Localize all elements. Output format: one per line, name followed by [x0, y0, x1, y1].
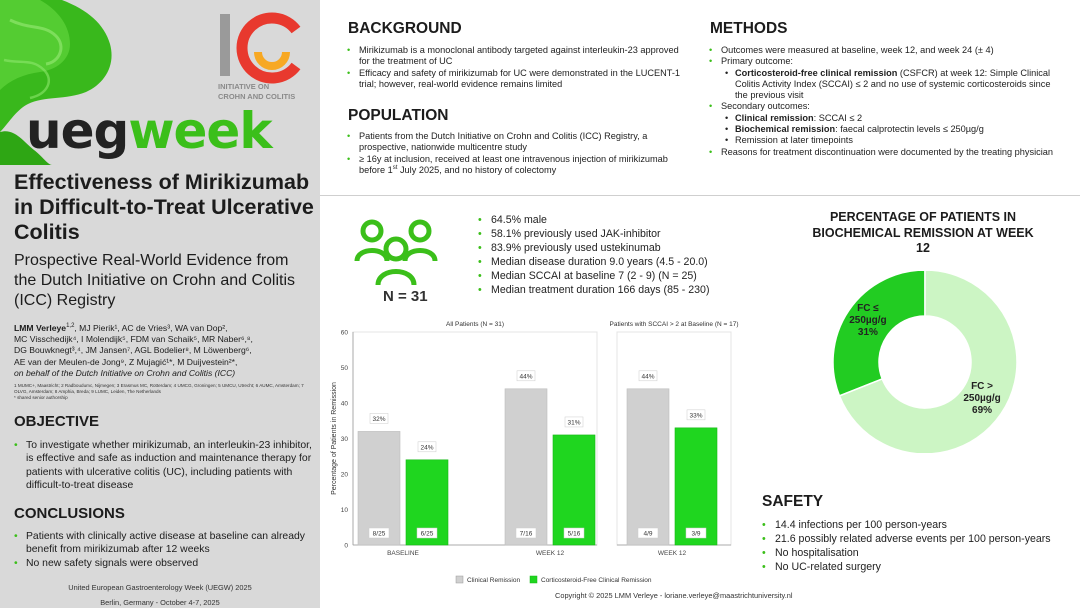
legend-swatch-csfcr: [530, 576, 537, 583]
author-list: LMM Verleye$^{1,2}$, MJ Pierik¹, AC de Vries³, WA van Dop², MC Visschedijk⁴, I Molendijk⁵, FDM van Schaik⁵, MR Naber⁶,⁸, DG Bouwknegt³,⁴, JM Jansen⁷, AGL Bodelier⁸, M Löwenberg⁶, AE van der Meulen-de Jong⁹, Z Mujagić¹*, M Duijvestein²*, on behalf of the Dutch Initiative on Crohn and Colitis (ICC): [14, 323, 253, 378]
safety-list: [762, 519, 1051, 575]
donut-slice-label: FC ≤: [857, 303, 879, 315]
list-item: • Outcomes were measured at baseline, week 12, and week 24 (± 4): [708, 45, 1053, 56]
donut-slice-label: 31%: [857, 327, 878, 339]
list-item: • Median treatment duration 166 days (85 - 230): [478, 284, 709, 298]
sub-list-item: • Biochemical remission: faecal calprotectin levels ≤ 250µg/g: [721, 124, 1053, 135]
conclusions-list: [14, 530, 314, 570]
left-title-panel: [0, 0, 320, 608]
data-label: 44%: [519, 373, 533, 381]
list-item: • Reasons for treatment discontinuation were documented by the treating physician: [708, 147, 1053, 158]
sub-list-item: • Clinical remission: SCCAI ≤ 2: [721, 113, 1053, 124]
list-item: • 83.9% previously used ustekinumab: [478, 242, 709, 256]
count-label: 5/16: [567, 530, 581, 538]
data-label: 32%: [372, 415, 386, 423]
background-list: [346, 45, 686, 90]
bar-clinical-remission: [505, 389, 547, 545]
objective-list: [14, 439, 314, 492]
list-item: • 64.5% male: [478, 214, 709, 228]
donut-slice-label: FC >: [971, 380, 994, 392]
cohort-size-label: N = 31: [383, 288, 428, 305]
poster-subtitle: Prospective Real-World Evidence from the Dutch Initiative on Crohn and Colitis (ICC) Registry: [14, 252, 296, 309]
list-item: • No UC-related surgery: [762, 561, 1051, 575]
ueg-week-logo: uegweek: [26, 102, 272, 160]
list-item: • ≥ 16y at inclusion, received at least one intravenous injection of mirikizumab before 1st July 2025, and no history of colectomy: [346, 154, 691, 177]
y-tick-label: 0: [344, 542, 348, 550]
list-item: • Secondary outcomes: • Clinical remission: SCCAI ≤ 2 • Biochemical remission: faecal calprotectin levels ≤ 250µg/g • Remission at later timepoints: [708, 101, 1053, 146]
list-item: • 14.4 infections per 100 person-years: [762, 519, 1051, 533]
list-item: • To investigate whether mirikizumab, an interleukin-23 inhibitor, is effective and safe as induction and maintenance therapy for patients with ulcerative colitis (UC), including patients with difficult-to-treat disease: [14, 439, 314, 492]
poster-title: Effectiveness of Mirikizumab in Difficult-to-Treat Ulcerative Colitis: [14, 170, 314, 244]
x-tick-label: WEEK 12: [657, 550, 687, 557]
list-item: • Primary outcome: • Corticosteroid-free clinical remission (CSFCR) at week 12: Simple Clinical Colitis Activity Index (SCCAI) ≤ 2 and no use of systemic corticosteroids since the previous visit: [708, 56, 1053, 101]
count-label: 3/9: [691, 530, 701, 538]
count-label: 6/25: [420, 530, 434, 538]
list-item: • Efficacy and safety of mirikizumab for UC were demonstrated in the LUCENT-1 trial; however, real-world evidence remains limited: [346, 68, 686, 91]
data-label: 24%: [420, 444, 434, 452]
list-item: • Median disease duration 9.0 years (4.5 - 20.0): [478, 256, 709, 270]
conclusions-heading: CONCLUSIONS: [14, 505, 125, 522]
y-tick-label: 60: [340, 329, 348, 337]
cohort-stats-list: [478, 214, 709, 297]
objective-heading: OBJECTIVE: [14, 413, 100, 430]
list-item: • No new safety signals were observed: [14, 557, 314, 570]
logo-area: [0, 0, 320, 165]
conference-footer: United European Gastroenterology Week (UEGW) 2025 Berlin, Germany - October 4-7, 2025: [68, 583, 252, 607]
data-label: 31%: [567, 419, 581, 427]
y-tick-label: 30: [340, 436, 348, 443]
sub-list-item: • Corticosteroid-free clinical remission (CSFCR) at week 12: Simple Clinical Colitis Activity Index (SCCAI) ≤ 2 and no use of systemic corticosteroids since the previous visit: [721, 68, 1053, 102]
y-tick-label: 20: [340, 471, 348, 479]
lead-author: LMM Verleye: [14, 323, 67, 333]
affiliations: 1 MUMC+, Maastricht; 2 Radboudumc, Nijmegen; 3 Erasmus MC, Rotterdam; 4 UMCG, Groningen; 5 UMCU, Utrecht; 6 AUMC, Amsterdam; 7 OLVG, Amsterdam; 8 Amphia, Breda; 9 LUMC, Leiden, The Netherlands * shared senior authorship: [14, 383, 304, 400]
x-tick-label: BASELINE: [387, 550, 419, 557]
remission-bar-chart: [326, 316, 760, 594]
people-group-icon: [354, 213, 438, 289]
list-item: • 58.1% previously used JAK-inhibitor: [478, 228, 709, 242]
biochemical-remission-donut: [826, 271, 1024, 453]
bar-csfcr: [675, 428, 717, 545]
donut-slice-label: 69%: [972, 404, 993, 416]
donut-slice: [833, 271, 925, 396]
y-tick-label: 10: [340, 507, 348, 514]
y-tick-label: 40: [340, 400, 348, 408]
count-label: 4/9: [643, 530, 653, 538]
list-item: • 21.6 possibly related adverse events per 100 person-years: [762, 533, 1051, 547]
y-axis-label: Percentage of Patients in Remission: [331, 382, 338, 495]
bar-clinical-remission: [627, 389, 669, 545]
legend-swatch-clinical-remission: [456, 576, 463, 583]
donut-slice-label: 250µg/g: [963, 392, 1001, 404]
legend-label: Clinical Remission: [467, 577, 521, 584]
data-label: 33%: [689, 412, 703, 420]
list-item: • Mirikizumab is a monoclonal antibody targeted against interleukin-23 approved for the treatment of UC: [346, 45, 686, 68]
data-label: 44%: [641, 373, 655, 381]
list-item: • Patients from the Dutch Initiative on Crohn and Colitis (ICC) Registry, a prospective, nationwide multicentre study: [346, 131, 691, 154]
background-heading: BACKGROUND: [348, 20, 462, 37]
y-tick-label: 50: [340, 365, 348, 372]
chart-panel-title: Patients with SCCAI > 2 at Baseline (N = 17): [609, 321, 739, 328]
donut-title: PERCENTAGE OF PATIENTS IN BIOCHEMICAL REMISSION AT WEEK 12: [812, 210, 1034, 255]
safety-heading: SAFETY: [762, 493, 824, 510]
methods-heading: METHODS: [710, 20, 788, 37]
population-list: [346, 131, 691, 176]
legend-label: Corticosteroid-Free Clinical Remission: [541, 577, 652, 584]
count-label: 8/25: [372, 530, 386, 538]
sub-list-item: • Remission at later timepoints: [721, 135, 1053, 146]
donut-slice-label: 250µg/g: [849, 315, 887, 327]
list-item: • No hospitalisation: [762, 547, 1051, 561]
population-heading: POPULATION: [348, 107, 449, 124]
x-tick-label: WEEK 12: [535, 550, 565, 557]
list-item: • Median SCCAI at baseline 7 (2 - 9) (N = 25): [478, 270, 709, 284]
list-item: • Patients with clinically active disease at baseline can already benefit from mirikizumab after 12 weeks: [14, 530, 314, 557]
count-label: 7/16: [519, 530, 533, 538]
methods-list: [708, 45, 1053, 158]
icc-logo-text: INITIATIVE ON CROHN AND COLITIS: [218, 82, 296, 101]
copyright-footer: Copyright © 2025 LMM Verleye - loriane.verleye@maastrichtuniversity.nl: [555, 591, 793, 600]
chart-panel-title: All Patients (N = 31): [446, 321, 504, 328]
